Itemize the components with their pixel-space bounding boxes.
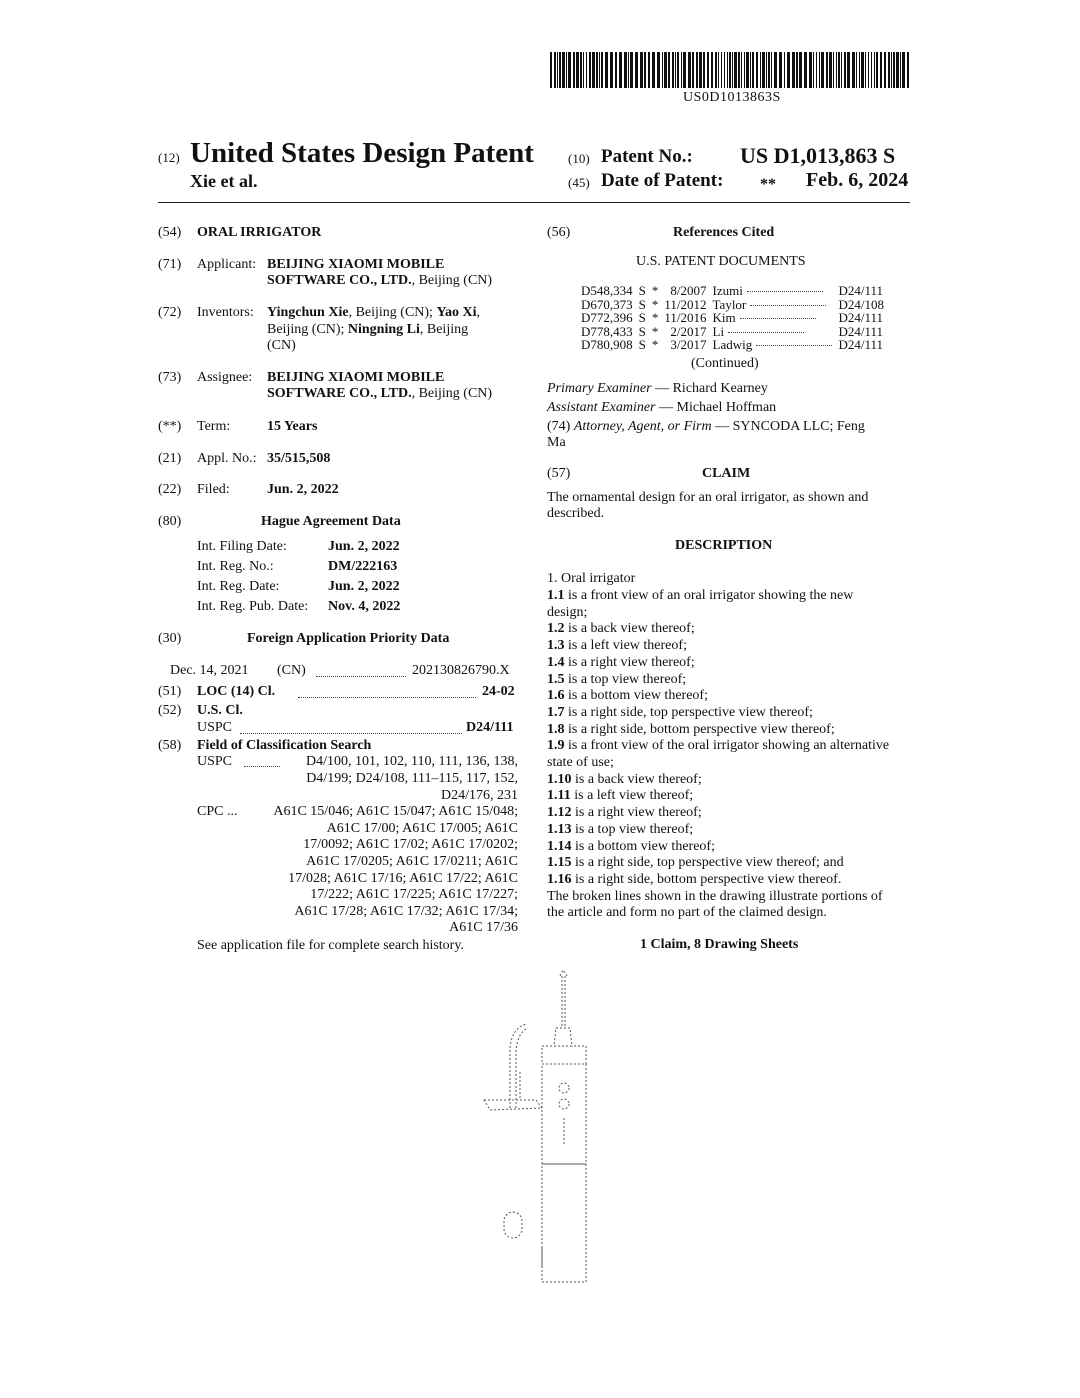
barcode-text: US0D1013863S xyxy=(683,90,781,105)
authors: Xie et al. xyxy=(190,171,258,191)
see-application-file: See application file for complete search history. xyxy=(197,938,464,953)
hague-value-0: Jun. 2, 2022 xyxy=(328,539,400,554)
code-52: (52) xyxy=(158,703,182,718)
description-item: 1.2 is a back view thereof; xyxy=(547,621,695,637)
fs-uspc-line-1: D4/100, 101, 102, 110, 111, 136, 138, xyxy=(306,754,518,769)
code-71: (71) xyxy=(158,257,182,272)
reference-row xyxy=(578,298,887,312)
attorney-line-2: Ma xyxy=(547,435,566,450)
description-item: 1.15 is a right side, top perspective view thereof; and xyxy=(547,855,844,871)
reference-kind: S xyxy=(638,283,646,298)
description-item: the article and form no part of the claimed design. xyxy=(547,905,827,921)
header-rule xyxy=(158,202,910,203)
description-item: 1.13 is a top view thereof; xyxy=(547,821,694,837)
reference-number: D780,908 xyxy=(581,337,633,353)
code-22: (22) xyxy=(158,482,182,497)
foreign-country: (CN) xyxy=(277,663,306,678)
reference-date: 3/2017 xyxy=(670,337,707,353)
code-58: (58) xyxy=(158,738,182,753)
document-type: United States Design Patent xyxy=(190,137,534,169)
reference-name: Li xyxy=(710,325,836,339)
hague-label-0: Int. Filing Date: xyxy=(197,539,287,554)
hague-value-3: Nov. 4, 2022 xyxy=(328,599,401,614)
loc-label: LOC (14) Cl. xyxy=(197,684,276,699)
fs-cpc-line-2: A61C 17/00; A61C 17/005; A61C xyxy=(326,821,518,836)
barcode xyxy=(550,52,910,88)
reference-number: D772,396 xyxy=(581,310,633,326)
code-57: (57) xyxy=(547,466,571,481)
description-title: DESCRIPTION xyxy=(675,538,773,553)
reference-date: 11/2016 xyxy=(664,310,707,326)
fs-cpc-line-7: A61C 17/28; A61C 17/32; A61C 17/34; xyxy=(294,904,518,919)
references-title: References Cited xyxy=(673,225,775,240)
description-item: 1.16 is a right side, bottom perspective view thereof. xyxy=(547,871,842,887)
code-51: (51) xyxy=(158,684,182,699)
fs-uspc-leader xyxy=(244,766,280,767)
fs-uspc-line-2: D4/199; D24/108, 111–115, 117, 152, xyxy=(306,771,518,786)
description-item: 1.3 is a left view thereof; xyxy=(547,638,687,654)
reference-kind: S xyxy=(638,296,646,312)
code-80: (80) xyxy=(158,514,182,529)
reference-row xyxy=(578,284,887,298)
description-item: design; xyxy=(547,604,588,620)
us-patent-documents: U.S. PATENT DOCUMENTS xyxy=(636,254,806,269)
reference-class: D24/111 xyxy=(838,310,884,326)
term-label: Term: xyxy=(197,419,231,434)
reference-date: 2/2017 xyxy=(670,323,707,339)
reference-kind: S xyxy=(638,337,646,353)
primary-examiner: Primary Examiner — Richard Kearney xyxy=(547,381,768,396)
reference-star: * xyxy=(651,296,659,312)
foreign-priority-title: Foreign Application Priority Data xyxy=(247,631,450,646)
loc-value: 24-02 xyxy=(482,684,515,699)
fs-cpc-line-6: 17/222; A61C 17/225; A61C 17/227; xyxy=(310,887,518,902)
description-item: 1.11 is a left view thereof; xyxy=(547,788,694,804)
loc-leader xyxy=(298,697,476,698)
description-item: 1.8 is a right side, bottom perspective view thereof; xyxy=(547,721,835,737)
appl-no-label: Appl. No.: xyxy=(197,451,257,466)
code-54: (54) xyxy=(158,225,182,240)
inventors-line-3: (CN) xyxy=(267,338,296,353)
description-intro: 1. Oral irrigator xyxy=(547,571,636,586)
hague-value-2: Jun. 2, 2022 xyxy=(328,579,400,594)
uspc-leader xyxy=(240,733,462,734)
fs-uspc-line-3: D24/176, 231 xyxy=(441,788,518,803)
us-cl-label: U.S. Cl. xyxy=(197,703,243,718)
inventors-line-2: Beijing (CN); Ningning Li, Beijing xyxy=(267,322,469,337)
term-value: 15 Years xyxy=(267,419,318,434)
description-item: 1.10 is a back view thereof; xyxy=(547,771,702,787)
reference-row xyxy=(578,338,887,352)
fs-cpc-line-4: A61C 17/0205; A61C 17/0211; A61C xyxy=(306,854,518,869)
code-12: (12) xyxy=(158,150,180,165)
applicant-line-2: SOFTWARE CO., LTD., Beijing (CN) xyxy=(267,273,493,288)
title: ORAL IRRIGATOR xyxy=(197,225,322,240)
description-item: state of use; xyxy=(547,755,614,770)
reference-name: Ladwig xyxy=(710,338,836,352)
claim-line-2: described. xyxy=(547,506,605,521)
filed-label: Filed: xyxy=(197,482,230,497)
reference-name: Taylor xyxy=(710,298,836,312)
reference-class: D24/111 xyxy=(838,323,884,339)
description-item: 1.7 is a right side, top perspective view thereof; xyxy=(547,704,813,720)
code-73: (73) xyxy=(158,370,182,385)
claims-and-sheets: 1 Claim, 8 Drawing Sheets xyxy=(640,937,799,952)
applicant-label: Applicant: xyxy=(197,257,257,272)
description-item: 1.1 is a front view of an oral irrigator showing the new xyxy=(547,588,854,603)
reference-row xyxy=(578,325,887,339)
reference-class: D24/111 xyxy=(838,283,884,298)
reference-class: D24/111 xyxy=(838,337,884,353)
assignee-label: Assignee: xyxy=(197,370,253,385)
code-10: (10) xyxy=(568,151,590,166)
reference-number: D548,334 xyxy=(581,283,633,298)
reference-row xyxy=(578,311,887,325)
reference-number: D778,433 xyxy=(581,323,633,339)
applicant-line-1: BEIJING XIAOMI MOBILE xyxy=(267,257,445,272)
foreign-number: 202130826790.X xyxy=(412,663,510,678)
patent-number-label: Patent No.: xyxy=(601,146,693,167)
claim-title: CLAIM xyxy=(702,466,751,481)
reference-star: * xyxy=(651,337,659,353)
code-21: (21) xyxy=(158,451,182,466)
uspc-label: USPC xyxy=(197,720,233,735)
date-of-patent: Feb. 6, 2024 xyxy=(806,169,909,191)
foreign-date: Dec. 14, 2021 xyxy=(170,663,249,678)
claim-line-1: The ornamental design for an oral irrigator, as shown and xyxy=(547,490,869,505)
reference-class: D24/108 xyxy=(838,296,885,312)
description-item: 1.12 is a right view thereof; xyxy=(547,805,702,821)
reference-kind: S xyxy=(638,323,646,339)
filed-value: Jun. 2, 2022 xyxy=(267,482,339,497)
reference-name: Kim xyxy=(710,311,836,325)
description-item: 1.4 is a right view thereof; xyxy=(547,654,695,670)
hague-label-3: Int. Reg. Pub. Date: xyxy=(197,599,309,614)
fs-cpc-line-3: 17/0092; A61C 17/02; A61C 17/0202; xyxy=(303,837,518,852)
code-45: (45) xyxy=(568,175,590,190)
reference-name: Izumi xyxy=(710,284,836,298)
uspc-value: D24/111 xyxy=(466,720,514,735)
reference-date: 8/2007 xyxy=(670,283,707,298)
code-term: (**) xyxy=(158,419,182,434)
reference-kind: S xyxy=(638,310,646,326)
field-search-title: Field of Classification Search xyxy=(197,738,372,753)
hague-title: Hague Agreement Data xyxy=(261,514,401,529)
patent-number: US D1,013,863 S xyxy=(740,143,896,168)
assignee-line-1: BEIJING XIAOMI MOBILE xyxy=(267,370,445,385)
code-56: (56) xyxy=(547,225,571,240)
fs-cpc-label: CPC ... xyxy=(197,804,238,819)
fs-cpc-line-8: A61C 17/36 xyxy=(449,920,518,935)
inventors-line-1: Yingchun Xie, Beijing (CN); Yao Xi, xyxy=(267,305,481,320)
assignee-line-2: SOFTWARE CO., LTD., Beijing (CN) xyxy=(267,386,493,401)
date-marker: ** xyxy=(760,176,776,193)
assistant-examiner: Assistant Examiner — Michael Hoffman xyxy=(547,400,777,415)
date-of-patent-label: Date of Patent: xyxy=(601,170,724,191)
reference-star: * xyxy=(651,283,659,298)
reference-star: * xyxy=(651,310,659,326)
appl-no-value: 35/515,508 xyxy=(267,451,331,466)
description-item: The broken lines shown in the drawing illustrate portions of xyxy=(547,888,883,904)
reference-star: * xyxy=(651,323,659,339)
hague-value-1: DM/222163 xyxy=(328,559,398,574)
fs-cpc-line-1: A61C 15/046; A61C 15/047; A61C 15/048; xyxy=(273,804,518,819)
code-30: (30) xyxy=(158,631,182,646)
fs-uspc-label: USPC xyxy=(197,754,233,769)
reference-date: 11/2012 xyxy=(664,296,707,312)
description-item: 1.6 is a bottom view thereof; xyxy=(547,688,708,704)
attorney-line-1: (74) Attorney, Agent, or Firm — SYNCODA LLC; Feng xyxy=(547,419,865,434)
fs-cpc-line-5: 17/028; A61C 17/16; A61C 17/22; A61C xyxy=(288,871,518,886)
hague-label-2: Int. Reg. Date: xyxy=(197,579,280,594)
description-item: 1.9 is a front view of the oral irrigator showing an alternative xyxy=(547,738,890,754)
description-item: 1.14 is a bottom view thereof; xyxy=(547,838,715,854)
inventors-label: Inventors: xyxy=(197,305,254,320)
oral-irrigator-drawing-icon xyxy=(470,968,610,1288)
continued: (Continued) xyxy=(691,356,759,371)
description-item: 1.5 is a top view thereof; xyxy=(547,671,687,687)
code-72: (72) xyxy=(158,305,182,320)
references-table xyxy=(578,284,887,352)
reference-number: D670,373 xyxy=(581,296,633,312)
foreign-leader xyxy=(316,676,406,677)
hague-label-1: Int. Reg. No.: xyxy=(197,559,274,574)
